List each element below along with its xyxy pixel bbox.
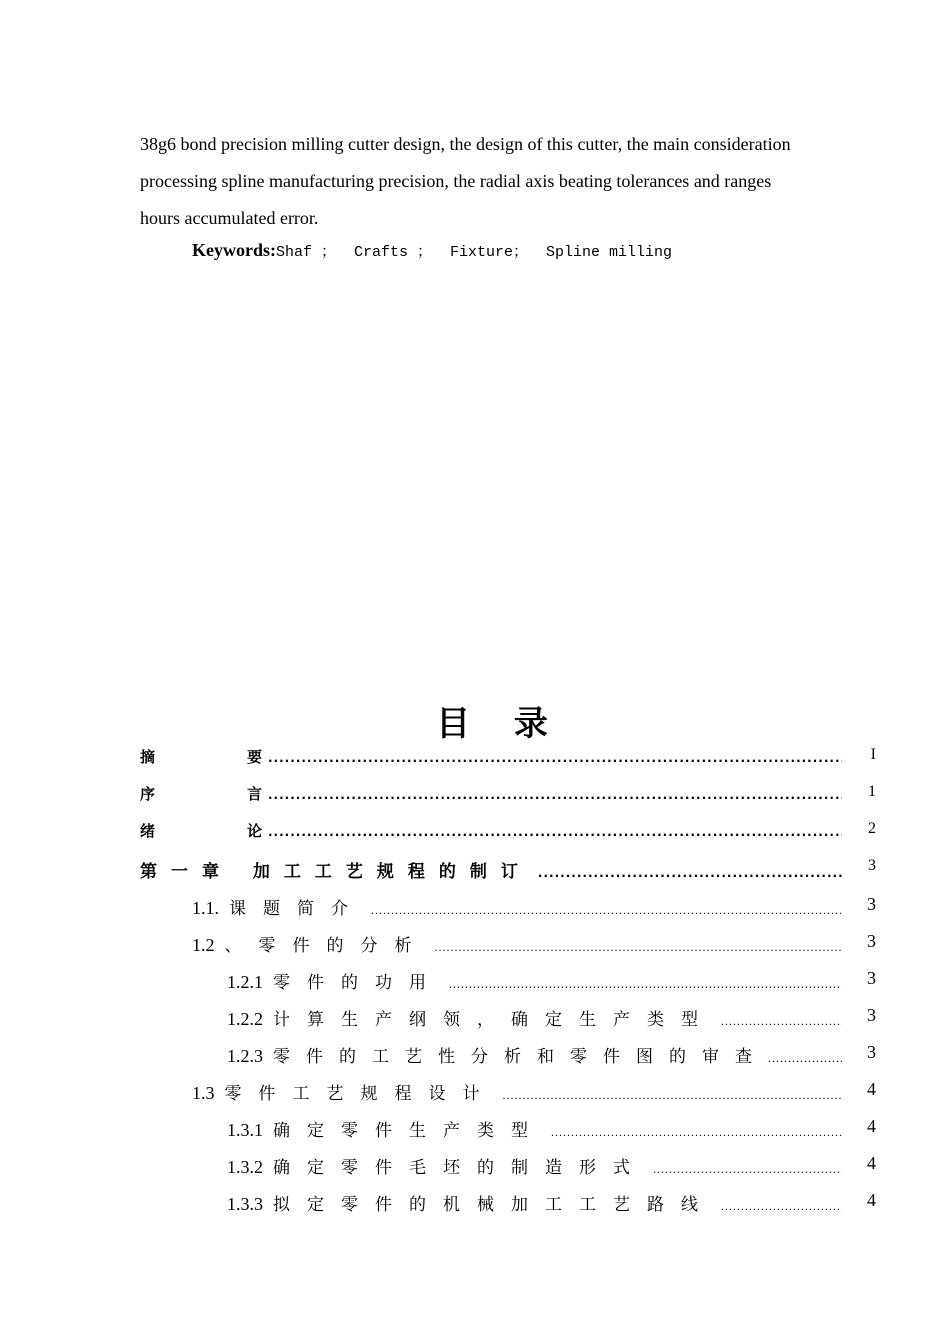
- toc-entry-1-3[interactable]: [192, 1079, 876, 1104]
- toc-page-number: 4: [867, 1079, 876, 1099]
- toc-leader-dots: [371, 903, 842, 918]
- toc-page-number: 4: [867, 1116, 876, 1136]
- toc-leader-dots: [551, 1125, 842, 1140]
- toc-page-number: 4: [867, 1190, 876, 1210]
- toc-entry-text: 零件的工艺性分析和零件图的审查: [273, 1047, 768, 1067]
- toc-entry-number: 1.2: [192, 935, 215, 955]
- toc-page-number: 4: [867, 1153, 876, 1173]
- toc-entry-text: 零件的功用: [273, 973, 443, 993]
- toc-entry-1-2-2[interactable]: [227, 1005, 876, 1030]
- toc-page-number: 3: [867, 1042, 876, 1062]
- keywords: [192, 240, 672, 261]
- toc-entry-text: 拟定零件的机械加工工艺路线: [273, 1195, 715, 1215]
- toc-leader-dots: [268, 825, 842, 839]
- toc-entry-text: 绪: [140, 822, 156, 840]
- toc-entry-text: 第一章 加工工艺规程的制订: [140, 862, 532, 882]
- toc-entry-number: 1.3.3: [227, 1194, 263, 1214]
- toc-page-number: 3: [868, 857, 876, 874]
- toc-entry-number: 1.3.2: [227, 1157, 263, 1177]
- toc-entry-text: 言: [246, 785, 262, 803]
- toc-entry-1-2-3[interactable]: [227, 1042, 876, 1067]
- toc-entry-introduction[interactable]: [140, 820, 876, 844]
- toc-entry-number: 1.3: [192, 1083, 215, 1103]
- toc-title: 目 录: [436, 704, 564, 744]
- toc-entry-text: 计算生产纲领，确定生产类型: [273, 1010, 715, 1030]
- toc-entry-text: 要: [246, 748, 262, 766]
- toc-page-number: 2: [868, 820, 876, 837]
- toc-entry-1-2[interactable]: [192, 931, 876, 956]
- toc-leader-dots: [268, 788, 842, 802]
- toc-leader-dots: [268, 751, 842, 765]
- toc-entry-text: 课题简介: [229, 899, 365, 919]
- toc-leader-dots: [503, 1088, 843, 1103]
- abstract-line: processing spline manufacturing precision, the radial axis beating tolerances and ranges: [140, 171, 772, 191]
- keywords-label: Keywords:: [192, 240, 276, 260]
- toc-entry-1-3-3[interactable]: [227, 1190, 876, 1215]
- toc-entry-number: 1.3.1: [227, 1120, 263, 1140]
- toc-entry-text: 零件工艺规程设计: [224, 1084, 497, 1104]
- toc-entry-text: 确定零件毛坯的制造形式: [273, 1158, 647, 1178]
- toc-entry-text: 、零件的分析: [224, 936, 429, 956]
- toc-page-number: 3: [867, 931, 876, 951]
- toc-page-number: 3: [867, 1005, 876, 1025]
- toc-leader-dots: [721, 1199, 842, 1214]
- abstract-line: 38g6 bond precision milling cutter design, the design of this cutter, the main consideration: [140, 134, 791, 154]
- toc-page-number: 1: [868, 783, 876, 800]
- toc-entry-1-3-2[interactable]: [227, 1153, 876, 1178]
- toc-entry-text: 论: [246, 822, 262, 840]
- toc-page-number: 3: [867, 968, 876, 988]
- toc-entry-text: 确定零件生产类型: [273, 1121, 545, 1141]
- toc-leader-dots: [768, 1051, 842, 1066]
- toc-leader-dots: [538, 866, 842, 880]
- toc-page-number: I: [870, 746, 876, 763]
- toc-entry-abstract[interactable]: [140, 746, 876, 770]
- keywords-list: Shaf ； Crafts ； Fixture； Spline milling: [276, 244, 673, 261]
- toc-entry-chapter-1[interactable]: [140, 857, 876, 882]
- toc-leader-dots: [435, 940, 843, 955]
- abstract-line: hours accumulated error.: [140, 208, 319, 228]
- toc-page-number: 3: [867, 894, 876, 914]
- toc-entry-number: 1.2.3: [227, 1046, 263, 1066]
- toc-entry-number: 1.1.: [192, 898, 219, 918]
- toc-entry-text: 摘: [140, 748, 156, 766]
- toc-entry-1-2-1[interactable]: [227, 968, 876, 993]
- toc-entry-1-1[interactable]: [192, 894, 876, 919]
- toc-entry-number: 1.2.2: [227, 1009, 263, 1029]
- toc-leader-dots: [653, 1162, 842, 1177]
- toc-leader-dots: [449, 977, 842, 992]
- toc-entry-preface[interactable]: [140, 783, 876, 807]
- toc-entry-number: 1.2.1: [227, 972, 263, 992]
- toc-leader-dots: [721, 1014, 842, 1029]
- toc-entry-text: 序: [140, 785, 156, 803]
- abstract-text: [140, 126, 840, 237]
- toc-entry-1-3-1[interactable]: [227, 1116, 876, 1141]
